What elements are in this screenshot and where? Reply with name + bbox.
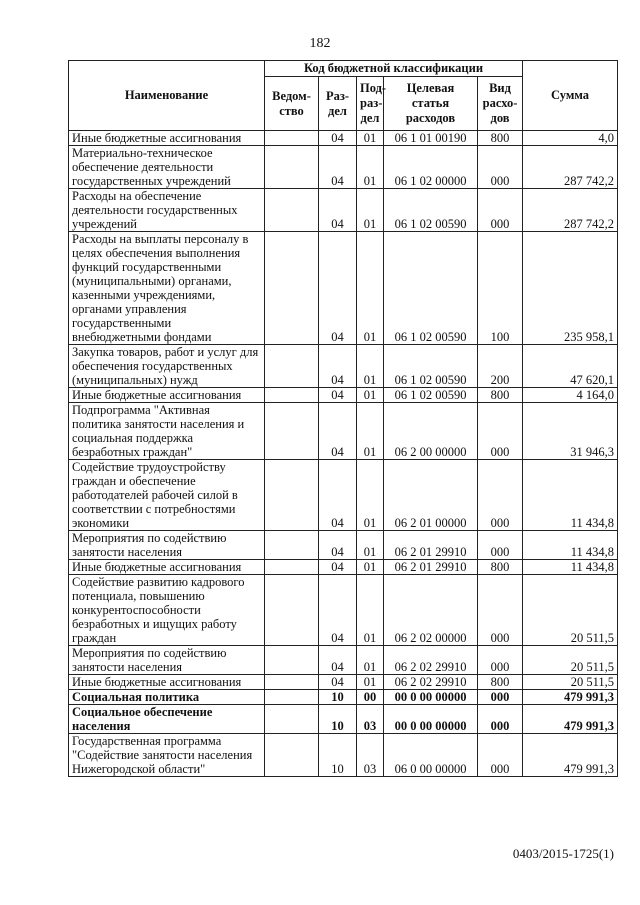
table-row	[69, 646, 618, 675]
cell-vid: 000	[478, 403, 523, 460]
cell-vid: 200	[478, 345, 523, 388]
cell-name: Государственная программа "Содействие занятости населения Нижегородской области"	[69, 734, 265, 777]
table-row	[69, 146, 618, 189]
cell-vedomstvo	[265, 531, 319, 560]
cell-sum: 4 164,0	[523, 388, 618, 403]
table-row	[69, 403, 618, 460]
cell-sum: 11 434,8	[523, 460, 618, 531]
cell-sum: 47 620,1	[523, 345, 618, 388]
cell-vid: 000	[478, 690, 523, 705]
cell-sum: 235 958,1	[523, 232, 618, 345]
cell-vid: 000	[478, 734, 523, 777]
cell-razdel: 10	[319, 705, 357, 734]
cell-target: 06 1 02 00000	[384, 146, 478, 189]
table-row	[69, 189, 618, 232]
cell-podrazdel: 01	[357, 575, 384, 646]
cell-vid: 800	[478, 388, 523, 403]
cell-podrazdel: 01	[357, 388, 384, 403]
cell-podrazdel: 01	[357, 403, 384, 460]
cell-sum: 479 991,3	[523, 705, 618, 734]
cell-target: 06 0 00 00000	[384, 734, 478, 777]
table-row	[69, 675, 618, 690]
cell-vedomstvo	[265, 675, 319, 690]
cell-target: 06 2 00 00000	[384, 403, 478, 460]
table-row	[69, 705, 618, 734]
cell-target: 00 0 00 00000	[384, 690, 478, 705]
cell-podrazdel: 01	[357, 345, 384, 388]
header-code-group: Код бюджетной классификации	[265, 61, 523, 77]
cell-name: Иные бюджетные ассигнования	[69, 675, 265, 690]
cell-vedomstvo	[265, 734, 319, 777]
budget-table	[68, 60, 618, 777]
cell-vid: 000	[478, 646, 523, 675]
cell-razdel: 04	[319, 146, 357, 189]
header-sum: Сумма	[523, 61, 618, 131]
table-row	[69, 345, 618, 388]
cell-vedomstvo	[265, 460, 319, 531]
cell-name: Социальная политика	[69, 690, 265, 705]
table-row	[69, 460, 618, 531]
cell-razdel: 10	[319, 690, 357, 705]
cell-target: 06 1 02 00590	[384, 189, 478, 232]
cell-podrazdel: 01	[357, 675, 384, 690]
cell-vid: 000	[478, 575, 523, 646]
cell-podrazdel: 01	[357, 146, 384, 189]
document-code: 0403/2015-1725(1)	[512, 846, 614, 861]
cell-vedomstvo	[265, 646, 319, 675]
cell-podrazdel: 01	[357, 232, 384, 345]
cell-target: 06 2 02 00000	[384, 575, 478, 646]
table-row	[69, 388, 618, 403]
cell-razdel: 04	[319, 675, 357, 690]
cell-target: 06 2 02 29910	[384, 675, 478, 690]
cell-vedomstvo	[265, 232, 319, 345]
cell-podrazdel: 01	[357, 531, 384, 560]
cell-name: Социальное обеспечение населения	[69, 705, 265, 734]
header-target: Целевая статья расходов	[384, 77, 478, 131]
cell-target: 06 1 02 00590	[384, 232, 478, 345]
cell-podrazdel: 01	[357, 560, 384, 575]
cell-vedomstvo	[265, 705, 319, 734]
cell-sum: 20 511,5	[523, 675, 618, 690]
cell-target: 00 0 00 00000	[384, 705, 478, 734]
cell-name: Подпрограмма "Активная политика занятости населения и социальная поддержка безработных граждан"	[69, 403, 265, 460]
cell-vid: 000	[478, 146, 523, 189]
table-row	[69, 560, 618, 575]
cell-vedomstvo	[265, 146, 319, 189]
cell-vid: 000	[478, 189, 523, 232]
cell-vid: 800	[478, 131, 523, 146]
cell-podrazdel: 01	[357, 646, 384, 675]
cell-vid: 000	[478, 705, 523, 734]
cell-vedomstvo	[265, 131, 319, 146]
cell-podrazdel: 01	[357, 460, 384, 531]
cell-vid: 100	[478, 232, 523, 345]
cell-podrazdel: 01	[357, 189, 384, 232]
cell-vid: 800	[478, 560, 523, 575]
cell-razdel: 04	[319, 531, 357, 560]
cell-sum: 287 742,2	[523, 146, 618, 189]
cell-razdel: 04	[319, 345, 357, 388]
cell-name: Расходы на выплаты персоналу в целях обеспечения выполнения функций государственными (муниципальными) органами, казенными учреждениями, органами управления государственными внебюджетными фондами	[69, 232, 265, 345]
cell-sum: 11 434,8	[523, 560, 618, 575]
cell-target: 06 2 02 29910	[384, 646, 478, 675]
cell-podrazdel: 03	[357, 705, 384, 734]
cell-name: Иные бюджетные ассигнования	[69, 388, 265, 403]
header-vid: Вид расхо-дов	[478, 77, 523, 131]
cell-vid: 800	[478, 675, 523, 690]
cell-target: 06 1 02 00590	[384, 345, 478, 388]
cell-razdel: 04	[319, 388, 357, 403]
header-vedomstvo: Ведом-ство	[265, 77, 319, 131]
table-row	[69, 131, 618, 146]
cell-vedomstvo	[265, 388, 319, 403]
cell-target: 06 1 01 00190	[384, 131, 478, 146]
cell-sum: 20 511,5	[523, 575, 618, 646]
cell-razdel: 04	[319, 189, 357, 232]
cell-sum: 31 946,3	[523, 403, 618, 460]
cell-target: 06 2 01 29910	[384, 560, 478, 575]
cell-name: Содействие развитию кадрового потенциала, повышению конкурентоспособности безработных и ищущих работу граждан	[69, 575, 265, 646]
cell-name: Содействие трудоустройству граждан и обеспечение работодателей рабочей силой в соответствии с потребностями экономики	[69, 460, 265, 531]
cell-vedomstvo	[265, 189, 319, 232]
table-row	[69, 690, 618, 705]
cell-sum: 479 991,3	[523, 690, 618, 705]
cell-razdel: 04	[319, 575, 357, 646]
cell-vedomstvo	[265, 345, 319, 388]
header-podrazdel: Под-раз-дел	[357, 77, 384, 131]
cell-sum: 287 742,2	[523, 189, 618, 232]
cell-razdel: 04	[319, 403, 357, 460]
cell-vedomstvo	[265, 560, 319, 575]
cell-name: Мероприятия по содействию занятости населения	[69, 646, 265, 675]
cell-vid: 000	[478, 460, 523, 531]
cell-name: Расходы на обеспечение деятельности государственных учреждений	[69, 189, 265, 232]
cell-name: Иные бюджетные ассигнования	[69, 131, 265, 146]
cell-name: Иные бюджетные ассигнования	[69, 560, 265, 575]
cell-razdel: 04	[319, 131, 357, 146]
cell-vedomstvo	[265, 575, 319, 646]
cell-podrazdel: 00	[357, 690, 384, 705]
cell-vedomstvo	[265, 403, 319, 460]
cell-razdel: 04	[319, 646, 357, 675]
cell-name: Закупка товаров, работ и услуг для обеспечения государственных (муниципальных) нужд	[69, 345, 265, 388]
cell-sum: 20 511,5	[523, 646, 618, 675]
cell-razdel: 04	[319, 560, 357, 575]
cell-razdel: 10	[319, 734, 357, 777]
cell-razdel: 04	[319, 460, 357, 531]
table-row	[69, 575, 618, 646]
header-name: Наименование	[69, 61, 265, 131]
cell-target: 06 1 02 00590	[384, 388, 478, 403]
cell-razdel: 04	[319, 232, 357, 345]
cell-name: Материально-техническое обеспечение деятельности государственных учреждений	[69, 146, 265, 189]
header-razdel: Раз-дел	[319, 77, 357, 131]
cell-sum: 4,0	[523, 131, 618, 146]
cell-vid: 000	[478, 531, 523, 560]
cell-vedomstvo	[265, 690, 319, 705]
cell-name: Мероприятия по содействию занятости населения	[69, 531, 265, 560]
cell-podrazdel: 01	[357, 131, 384, 146]
cell-podrazdel: 03	[357, 734, 384, 777]
page-number: 182	[309, 36, 331, 51]
table-row	[69, 734, 618, 777]
table-row	[69, 531, 618, 560]
cell-sum: 11 434,8	[523, 531, 618, 560]
cell-sum: 479 991,3	[523, 734, 618, 777]
cell-target: 06 2 01 29910	[384, 531, 478, 560]
cell-target: 06 2 01 00000	[384, 460, 478, 531]
table-row	[69, 232, 618, 345]
